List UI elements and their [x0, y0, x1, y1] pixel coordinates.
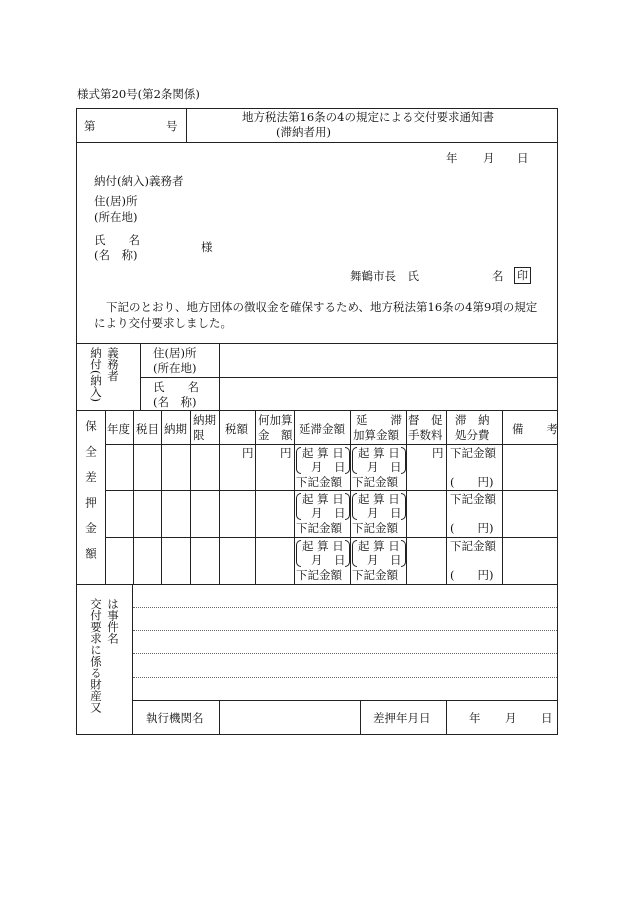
col-header-disposal-2: 処分費 [455, 428, 490, 442]
number-label-right: 号 [166, 119, 178, 133]
obligor-name-sub: (名 称) [153, 395, 197, 409]
bracket-left [352, 493, 357, 520]
col-header-deadline: 納期 [193, 413, 216, 427]
start-date-label: 起 算 日 [302, 492, 344, 506]
start-date-label: 起 算 日 [302, 539, 344, 553]
recipient-name-label: 氏 名 [94, 233, 140, 247]
month-day-label: 月 日 [311, 460, 346, 474]
seizure-year: 年 [469, 711, 481, 725]
bracket-left [352, 447, 357, 474]
form-title: 地方税法第16条の4の規定による交付要求通知書 [242, 110, 494, 124]
col-header-remarks: 備 考 [512, 422, 558, 436]
amount-label: 下記金額 [296, 568, 342, 582]
seizure-date-label: 差押年月日 [373, 711, 431, 725]
table-col-7 [294, 410, 295, 584]
yen-unit: 円 [432, 446, 444, 460]
col-header-surcharge: 何加算 [258, 413, 293, 427]
start-date-label: 起 算 日 [358, 446, 400, 460]
bracket-right [401, 493, 406, 520]
table-col-10 [446, 410, 447, 584]
table-col-8 [350, 410, 351, 584]
col-header-fee-2: 手数料 [408, 428, 443, 442]
amount-label: 下記金額 [352, 568, 398, 582]
recipient-name-sub: (名 称) [94, 248, 138, 262]
recipient-address-sub: (所在地) [94, 210, 138, 224]
seizure-day: 日 [541, 711, 553, 725]
table-col-5 [219, 410, 220, 584]
border-left [76, 108, 77, 735]
paren-yen: ( 円) [450, 521, 494, 535]
exec-agency-label: 執行機関名 [146, 711, 204, 725]
dotted-line [133, 607, 557, 608]
number-label-left: 第 [84, 119, 96, 133]
yen-unit: 円 [242, 446, 254, 460]
month-day-label: 月 日 [311, 553, 346, 567]
col-header-delinquent-add: 延 滞 [356, 413, 402, 427]
table-col-3 [161, 410, 162, 584]
border-bottom [76, 734, 558, 735]
form-number: 様式第20号(第2条関係) [77, 87, 200, 101]
start-date-label: 起 算 日 [358, 492, 400, 506]
bracket-right [345, 447, 350, 474]
bracket-left [296, 493, 301, 520]
paren-yen: ( 円) [450, 475, 494, 489]
recipient-label: 納付(納入)義務者 [94, 174, 184, 188]
col-header-due: 納期 [164, 422, 187, 436]
table-col-2 [133, 410, 134, 584]
sender-title: 舞鶴市長 氏 [350, 269, 419, 283]
table-col-9 [406, 410, 407, 584]
dotted-line [133, 653, 557, 654]
bracket-right [345, 540, 350, 567]
amount-label: 下記金額 [352, 521, 398, 535]
letter-bottom [76, 343, 558, 344]
date-month: 月 [483, 151, 495, 165]
recipient-address-label: 住(居)所 [94, 194, 138, 208]
col-header-fee: 督 促 [408, 413, 443, 427]
form-subtitle: (滞納者用) [276, 125, 331, 139]
col-header-tax-item: 税目 [136, 422, 159, 436]
yen-unit: 円 [280, 446, 292, 460]
property-label-col2: は事件名 [106, 598, 120, 644]
obligor-bottom [76, 410, 558, 411]
obligor-label-col2: 義務者 [106, 347, 120, 382]
exec-divider-2 [360, 700, 361, 735]
exec-divider-1 [219, 700, 220, 735]
table-row1-bottom [105, 490, 558, 491]
property-label-col1: 交付要求に係る財産又 [89, 598, 103, 713]
obligor-label-col1: 納付(納入) [89, 347, 103, 402]
month-day-label: 月 日 [311, 506, 346, 520]
header-bottom [76, 142, 558, 143]
table-col-4 [190, 410, 191, 584]
start-date-label: 起 算 日 [358, 539, 400, 553]
exec-divider-3 [446, 700, 447, 735]
bracket-right [401, 447, 406, 474]
bracket-right [345, 493, 350, 520]
table-col-1 [105, 410, 106, 584]
col-header-surcharge-2: 金 額 [258, 428, 293, 442]
amount-label: 下記金額 [450, 539, 496, 553]
amount-label: 下記金額 [352, 475, 398, 489]
sender-name-suffix: 名 [492, 269, 504, 283]
amount-label: 下記金額 [296, 475, 342, 489]
property-mid [132, 700, 558, 701]
col-header-tax-amount: 税額 [225, 422, 248, 436]
paren-yen: ( 円) [450, 568, 494, 582]
amount-label: 下記金額 [296, 521, 342, 535]
bracket-left [352, 540, 357, 567]
body-text-line1: 下記のとおり、地方団体の徴収金を確保するため、地方税法第16条の4第9項の規定 [106, 300, 538, 314]
amount-label: 下記金額 [450, 492, 496, 506]
bracket-left [296, 447, 301, 474]
dotted-line [133, 677, 557, 678]
date-day: 日 [517, 151, 529, 165]
start-date-label: 起 算 日 [302, 446, 344, 460]
table-head-bottom [105, 444, 558, 445]
bracket-right [401, 540, 406, 567]
table-bottom [76, 584, 558, 585]
seal-box: 印 [514, 267, 531, 284]
table-col-11 [502, 410, 503, 584]
month-day-label: 月 日 [367, 460, 402, 474]
table-col-6 [255, 410, 256, 584]
seizure-month: 月 [505, 711, 517, 725]
obligor-address-label: 住(居)所 [153, 346, 197, 360]
col-header-delinquency: 延滞金額 [299, 422, 345, 436]
obligor-name-label: 氏 名 [153, 380, 199, 394]
month-day-label: 月 日 [367, 506, 402, 520]
honorific: 様 [201, 240, 213, 254]
body-text-line2: により交付要求しました。 [94, 316, 232, 330]
table-side-label: 保全差押金額 [84, 420, 98, 573]
obligor-address-sub: (所在地) [153, 361, 197, 375]
dotted-line [133, 630, 557, 631]
col-header-delinquent-add-2: 加算金額 [353, 428, 399, 442]
header-divider [186, 108, 187, 142]
col-header-year: 年度 [107, 422, 130, 436]
obligor-mid [140, 377, 558, 378]
month-day-label: 月 日 [367, 553, 402, 567]
col-header-disposal: 滞 納 [455, 413, 490, 427]
border-top [76, 108, 558, 109]
date-year: 年 [446, 151, 458, 165]
table-row2-bottom [105, 537, 558, 538]
bracket-left [296, 540, 301, 567]
col-header-deadline-2: 限 [193, 428, 205, 442]
amount-label: 下記金額 [450, 446, 496, 460]
